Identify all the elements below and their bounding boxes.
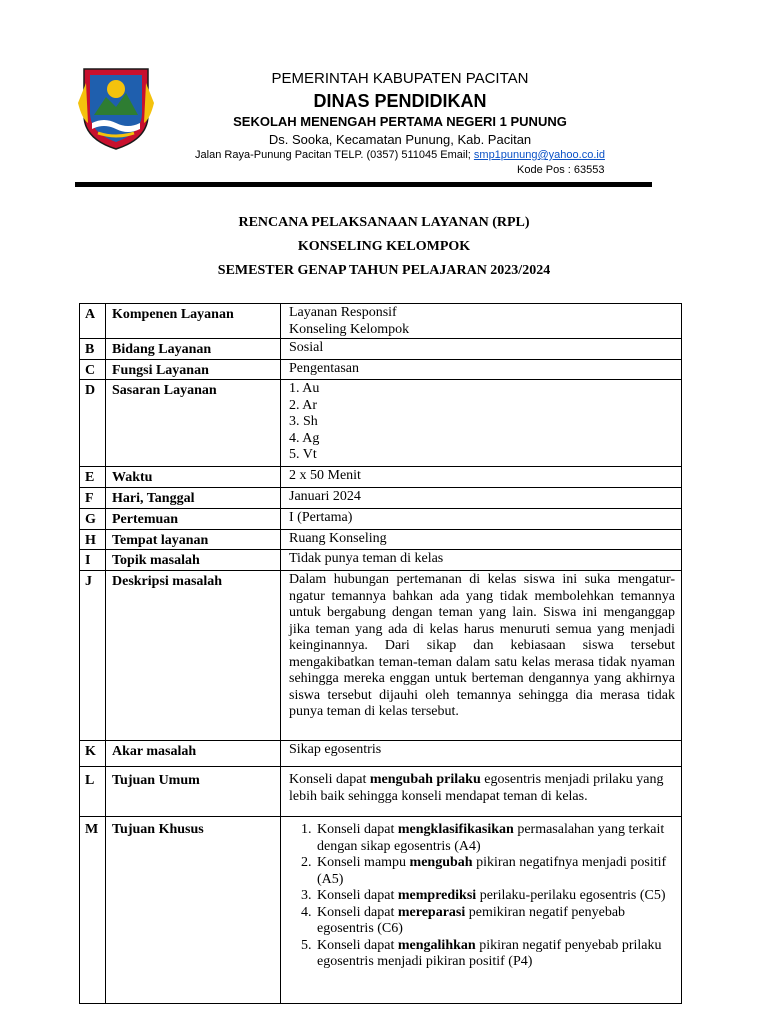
goal-text: Konseli dapat: [317, 822, 398, 837]
row-key: J: [80, 571, 106, 741]
goal-text: egosentris menjadi prilaku yang lebih baik sehingga konseli mendapat teman di kelas.: [289, 772, 664, 804]
goal-text: Konseli dapat: [317, 904, 398, 920]
goal-text: Konseli dapat: [289, 772, 370, 787]
goal-text: Konseli mampu: [317, 855, 410, 870]
doc-semester: SEMESTER GENAP TAHUN PELAJARAN 2023/2024: [217, 263, 551, 278]
table-row: [80, 467, 682, 488]
postal-code: Kode Pos : 63553: [517, 164, 605, 176]
row-value: Ruang Konseling: [281, 529, 682, 550]
header-address: Ds. Sooka, Kecamatan Punung, Kab. Pacitan: [268, 132, 532, 147]
row-key: D: [80, 380, 106, 467]
table-row: [80, 550, 682, 571]
specific-goals: [281, 817, 682, 1004]
row-label: Tempat layanan: [106, 529, 281, 550]
goal-keyword: mengubah prilaku: [369, 772, 481, 787]
goal-text: pikiran negatifnya menjadi positif (A5): [317, 855, 667, 887]
row-label: Fungsi Layanan: [106, 359, 281, 380]
general-goal: [281, 767, 682, 817]
row-key: G: [80, 509, 106, 530]
table-row: [80, 529, 682, 550]
row-value: Januari 2024: [281, 488, 682, 509]
row-value: Tidak punya teman di kelas: [281, 550, 682, 571]
target-item: 1. Au: [289, 381, 320, 396]
row-value: Sosial: [281, 339, 682, 360]
list-item: [315, 855, 675, 888]
letterhead: [0, 0, 768, 190]
table-row: [80, 767, 682, 817]
row-label: Topik masalah: [106, 550, 281, 571]
goal-text: pemikiran negatif penyebab egosentris (C6): [317, 904, 626, 936]
row-key: A: [80, 304, 106, 339]
row-label: Hari, Tanggal: [106, 488, 281, 509]
goal-keyword: mengklasifikasikan: [397, 822, 514, 837]
row-label: Sasaran Layanan: [106, 380, 281, 467]
goal-keyword: mengubah: [409, 855, 473, 870]
row-key: B: [80, 339, 106, 360]
target-item: 2. Ar: [289, 397, 317, 413]
goal-text: perilaku-perilaku egosentris (C5): [476, 888, 666, 903]
row-value: I (Pertama): [281, 509, 682, 530]
goal-text: Konseli dapat: [317, 937, 398, 953]
row-key: K: [80, 741, 106, 767]
table-row: [80, 380, 682, 467]
row-value: [281, 304, 682, 339]
row-label: Kompenen Layanan: [106, 304, 281, 339]
table-row: [80, 488, 682, 509]
header-school: SEKOLAH MENENGAH PERTAMA NEGERI 1 PUNUNG: [233, 114, 567, 129]
target-item: 4. Ag: [289, 430, 320, 446]
doc-title: RENCANA PELAKSANAAN LAYANAN (RPL): [238, 215, 530, 230]
row-label: Tujuan Umum: [106, 767, 281, 817]
header-contact-text: Jalan Raya-Punung Pacitan TELP. (0357) 511045 Email;: [195, 149, 474, 161]
header-department: DINAS PENDIDIKAN: [313, 91, 487, 111]
list-item: [315, 905, 675, 938]
row-value: [281, 380, 682, 467]
target-item: 5. Vt: [289, 447, 317, 462]
table-row: [80, 339, 682, 360]
row-label: Tujuan Khusus: [106, 817, 281, 1004]
row-label: Bidang Layanan: [106, 339, 281, 360]
table-row: [80, 359, 682, 380]
header-contact: [140, 149, 660, 161]
table-row: [80, 509, 682, 530]
row-key: H: [80, 529, 106, 550]
goal-text: pikiran negatif penyebab prilaku egosentris menjadi pikiran positif (P4): [317, 937, 662, 969]
table-row: [80, 817, 682, 1004]
row-label: Waktu: [106, 467, 281, 488]
header-government: PEMERINTAH KABUPATEN PACITAN: [271, 70, 529, 87]
row-label: Akar masalah: [106, 741, 281, 767]
row-label: Deskripsi masalah: [106, 571, 281, 741]
table-row: [80, 571, 682, 741]
header-divider: [75, 182, 652, 187]
row-value: Sikap egosentris: [281, 741, 682, 767]
value-line: Konseling Kelompok: [289, 321, 410, 337]
email-link[interactable]: smp1punung@yahoo.co.id: [473, 149, 605, 161]
row-value: 2 x 50 Menit: [281, 467, 682, 488]
row-key: M: [80, 817, 106, 1004]
row-key: C: [80, 359, 106, 380]
problem-description: Dalam hubungan pertemanan di kelas siswa ini suka mengatur-ngatur temannya bahkan ada yang tidak membolehkan temannya untuk bergabung dengan teman yang lain. Siswa ini menganggap jika teman yang ada di kelas harus menuruti semua yang menjadi keinginannya. Dari sikap dan kebiasaan siswa tersebut mengakibatkan teman-teman dalam satu kelas merasa tidak nyaman sehingga mereka enggan untuk berteman dengannya yang akhirnya siswa tersebut dijauhi oleh temannya sehingga dia merasa tidak punya teman di kelas tersebut.: [281, 571, 682, 741]
row-label: Pertemuan: [106, 509, 281, 530]
row-key: L: [80, 767, 106, 817]
row-key: F: [80, 488, 106, 509]
row-key: I: [80, 550, 106, 571]
goal-keyword: mereparasi: [397, 904, 466, 920]
specific-goals-list: [289, 822, 675, 971]
list-item: [315, 888, 675, 905]
doc-subtitle: KONSELING KELOMPOK: [297, 239, 471, 254]
list-item: [315, 822, 675, 855]
row-key: E: [80, 467, 106, 488]
goal-text: permasalahan yang terkait dengan sikap egosentris (A4): [317, 822, 665, 854]
row-value: Pengentasan: [281, 359, 682, 380]
rpl-table: [79, 303, 682, 1004]
goal-text: Konseli dapat: [317, 888, 398, 903]
target-item: 3. Sh: [289, 414, 318, 429]
list-item: [315, 938, 675, 971]
goal-keyword: mengalihkan: [397, 937, 476, 953]
table-row: [80, 304, 682, 339]
value-line: Layanan Responsif: [289, 305, 397, 320]
goal-keyword: memprediksi: [397, 888, 477, 903]
table-row: [80, 741, 682, 767]
